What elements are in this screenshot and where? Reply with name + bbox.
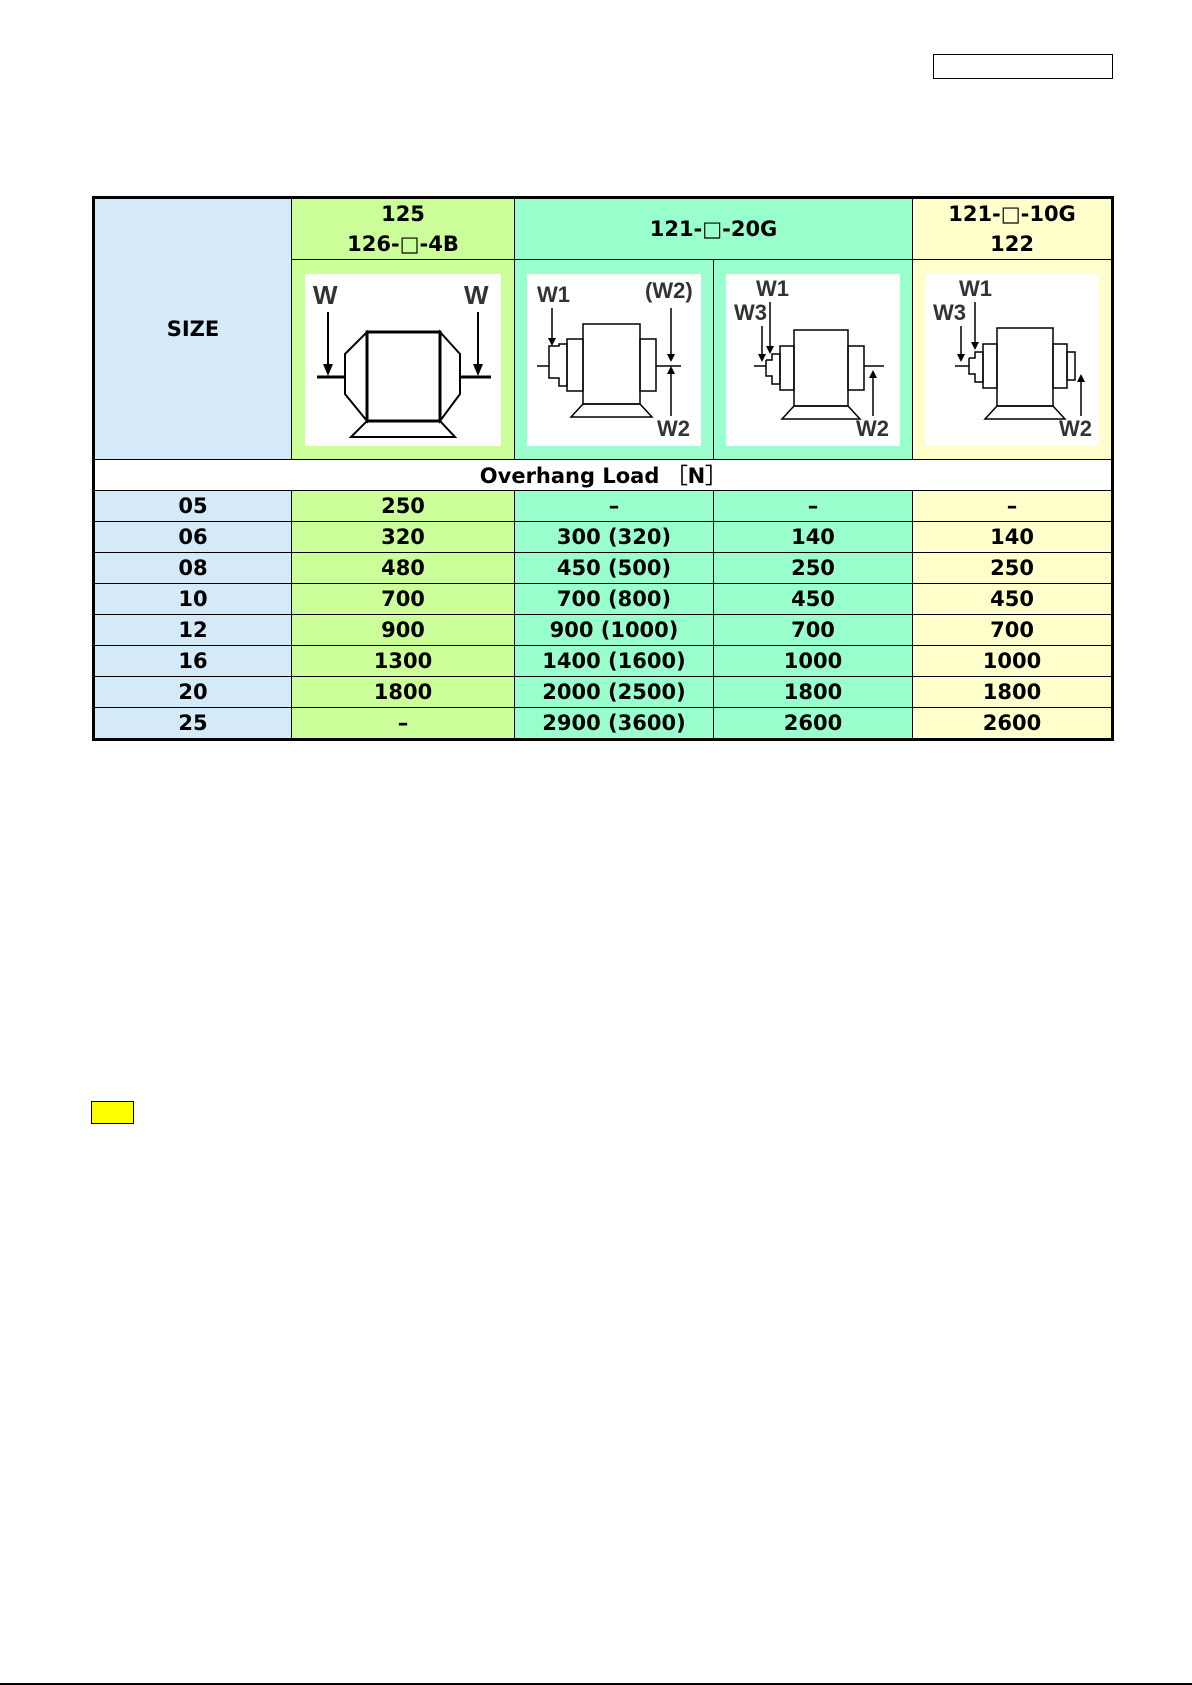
w-left-label: W [313, 279, 338, 310]
w2-label: W2 [856, 415, 889, 441]
size-cell: 08 [94, 553, 292, 584]
overhang-load-diagram-w1-w2 [527, 274, 701, 446]
load-cell-125: – [292, 708, 515, 740]
load-cell-20g-a: 900 (1000) [515, 615, 714, 646]
load-cell-20g-a: 1400 (1600) [515, 646, 714, 677]
load-cell-125: 250 [292, 491, 515, 522]
table-body [94, 491, 1113, 740]
size-cell: 06 [94, 522, 292, 553]
load-cell-10g: 2600 [913, 708, 1113, 740]
load-cell-20g-b: 140 [714, 522, 913, 553]
load-cell-10g: 1000 [913, 646, 1113, 677]
table-row [94, 491, 1113, 522]
figure-cell-125 [292, 260, 515, 460]
figure-cell-10g [913, 260, 1113, 460]
w1-label: W1 [959, 275, 993, 301]
w1-label: W1 [537, 281, 570, 307]
size-cell: 12 [94, 615, 292, 646]
load-cell-10g: 140 [913, 522, 1113, 553]
overhang-load-diagram-both-shafts [305, 274, 501, 446]
document-number-box [933, 54, 1113, 79]
size-cell: 20 [94, 677, 292, 708]
w2-paren-label: (W2) [645, 277, 693, 303]
overhang-load-table [92, 196, 1114, 741]
w3-label: W3 [734, 299, 767, 325]
table-row [94, 708, 1113, 740]
table-row [94, 646, 1113, 677]
load-cell-20g-b: – [714, 491, 913, 522]
table-row [94, 553, 1113, 584]
table-row [94, 584, 1113, 615]
w3-label: W3 [933, 299, 967, 325]
group-header-line: 121-□-10G [948, 202, 1076, 226]
figure-cell-20g-a [515, 260, 714, 460]
size-cell: 16 [94, 646, 292, 677]
load-cell-10g: 700 [913, 615, 1113, 646]
load-cell-20g-b: 450 [714, 584, 913, 615]
load-cell-10g: 250 [913, 553, 1113, 584]
table-row [94, 677, 1113, 708]
load-cell-20g-b: 1000 [714, 646, 913, 677]
load-cell-20g-b: 1800 [714, 677, 913, 708]
w2-label: W2 [657, 415, 690, 441]
load-cell-20g-a: 2900 (3600) [515, 708, 714, 740]
load-cell-20g-a: 2000 (2500) [515, 677, 714, 708]
overhang-load-diagram-hollow [925, 274, 1099, 446]
group-header-121-20g [515, 198, 913, 260]
load-cell-125: 700 [292, 584, 515, 615]
load-cell-20g-b: 700 [714, 615, 913, 646]
group-header-line: 121-□-20G [649, 217, 778, 241]
load-cell-20g-a: – [515, 491, 714, 522]
load-cell-10g: 1800 [913, 677, 1113, 708]
group-header-125 [292, 198, 515, 260]
legend-swatch [91, 1101, 134, 1124]
w2-label: W2 [1059, 415, 1093, 441]
overhang-load-diagram-w1-w2-w3 [726, 274, 900, 446]
load-cell-20g-a: 300 (320) [515, 522, 714, 553]
size-cell: 10 [94, 584, 292, 615]
w-right-label: W [464, 279, 489, 310]
table-subtitle: Overhang Load ［N］ [94, 460, 1113, 491]
group-header-121-10g [913, 198, 1113, 260]
table-row [94, 522, 1113, 553]
load-cell-125: 1300 [292, 646, 515, 677]
load-cell-20g-b: 2600 [714, 708, 913, 740]
load-cell-125: 1800 [292, 677, 515, 708]
overhang-load-table-container [92, 196, 1111, 741]
load-cell-125: 900 [292, 615, 515, 646]
table-row [94, 615, 1113, 646]
group-header-line: 122 [990, 232, 1034, 256]
size-header: SIZE [94, 198, 292, 460]
load-cell-125: 480 [292, 553, 515, 584]
load-cell-20g-a: 450 (500) [515, 553, 714, 584]
w1-label: W1 [756, 275, 789, 301]
size-cell: 05 [94, 491, 292, 522]
load-cell-20g-a: 700 (800) [515, 584, 714, 615]
group-header-line: 126-□-4B [347, 232, 459, 256]
load-cell-10g: 450 [913, 584, 1113, 615]
load-cell-20g-b: 250 [714, 553, 913, 584]
size-cell: 25 [94, 708, 292, 740]
load-cell-125: 320 [292, 522, 515, 553]
figure-cell-20g-b [714, 260, 913, 460]
load-cell-10g: – [913, 491, 1113, 522]
group-header-line: 125 [381, 202, 425, 226]
